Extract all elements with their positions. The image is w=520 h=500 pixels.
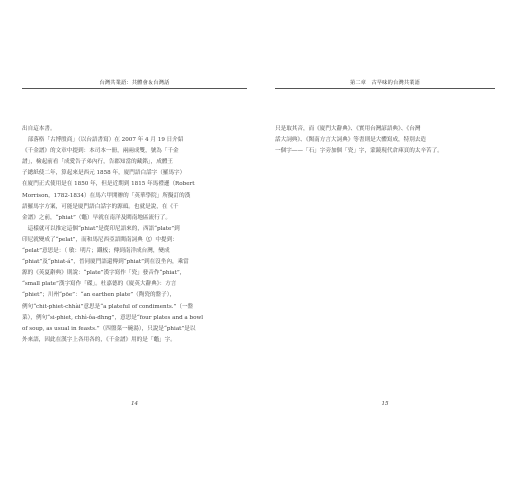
page-number-right: 15	[381, 401, 389, 407]
left-page	[22, 80, 247, 420]
text-line: 只是取其音，而《廈門大辭典》、《實用台灣諺語典》、《台灣	[275, 126, 421, 132]
text-line: 譜」，檢起前看「成愛告子弟內行，告郡知當的藏銘」，成體王	[22, 159, 174, 166]
page-number-left: 14	[130, 401, 139, 407]
right-page	[275, 80, 495, 420]
running-head-left: 台灣共業語：共體會＆台灣話	[99, 80, 170, 86]
text-line: “phiat”及“phiat-á”，晉同廈門語還傳到“phiat”到在沒坐內，乘當	[22, 259, 189, 266]
text-line: 《千金譜》的文章中提到：本司本一冊，兩兩成雙，號為「千金	[22, 148, 179, 155]
text-line: 金譜》之前，“phiat”（鼈）早就在南洋及閩南地區流行了。	[22, 214, 171, 221]
text-line: 子總紙使二年，算起來是西元 1858 年，廈門語白話字（羅馬字）	[22, 170, 186, 177]
text-line: 例句“chit-phiet-chhài”意思是“a plateful of condiments.”（一盤	[22, 303, 194, 310]
text-line: “small plate”漢字寫作「碟」。杜嘉德的《廈英大辭典》：方言	[22, 281, 177, 288]
text-line: 話大詞典》、《閩南方言大詞典》等書則是大體寫成，特別去造	[275, 137, 427, 144]
text-line: “pelat”意思是：（ 敏：明片；鐵板；傳到南洋成台灣，變成	[22, 248, 170, 255]
text-line: 外來語，因此在漢字上各用各的，《千金譜》用的是「鼈」字。	[22, 336, 176, 343]
header-rule-left	[22, 88, 247, 89]
text-line: 出自這本書。	[22, 126, 56, 132]
text-line: 一個字——「石」字旁加個「瓷」字，蒙鏡現代倉庫頁的太辛苦了。	[275, 148, 443, 155]
text-line: 印尼就變成了“pelat”，而和馬尼西亞語閩南詞典（ʃ）中提到：	[22, 236, 178, 243]
text-line: “phiet”；川州“pōe”：“an earthen plate”（陶瓷的盤子），	[22, 292, 176, 299]
text-line: 在廈門正式使用是在 1850 年，但是近期到 1815 年馬禮遜（Robert	[22, 181, 195, 188]
header-rule-right	[275, 88, 495, 89]
text-line: 語羅馬字方案，可能是廈門語白話字的源頭。也就是說，在《千	[22, 203, 179, 210]
text-line: 部落格「古博殷商」（以台語書寫）在 2007 年 4 月 19 日介紹	[22, 137, 184, 144]
text-line: Morrison，1782-1834）在馬六甲開辦的「英華學院」所擬訂的漢	[22, 192, 191, 199]
running-head-right: 第二章 古早味的台灣共業語	[349, 80, 421, 86]
left-page-body	[22, 124, 247, 346]
text-line: 菜），例句“si-phiet, chhì-ôa-dhng”，意思是“four plates and a bowl	[22, 314, 204, 321]
text-line: 源的《英夏辭典》則說：“plate”漢字寫作「瓷」發音作“phiat”，	[22, 270, 186, 277]
text-line: of soup, as usual in feasts.”（四盤菜一碗湯），只說是“phiat”是以	[22, 325, 196, 332]
right-page-body	[275, 124, 495, 157]
text-line: 這樣就可以推定這個“phiat”是從印尼語來的，西語“plate”到	[22, 225, 180, 232]
